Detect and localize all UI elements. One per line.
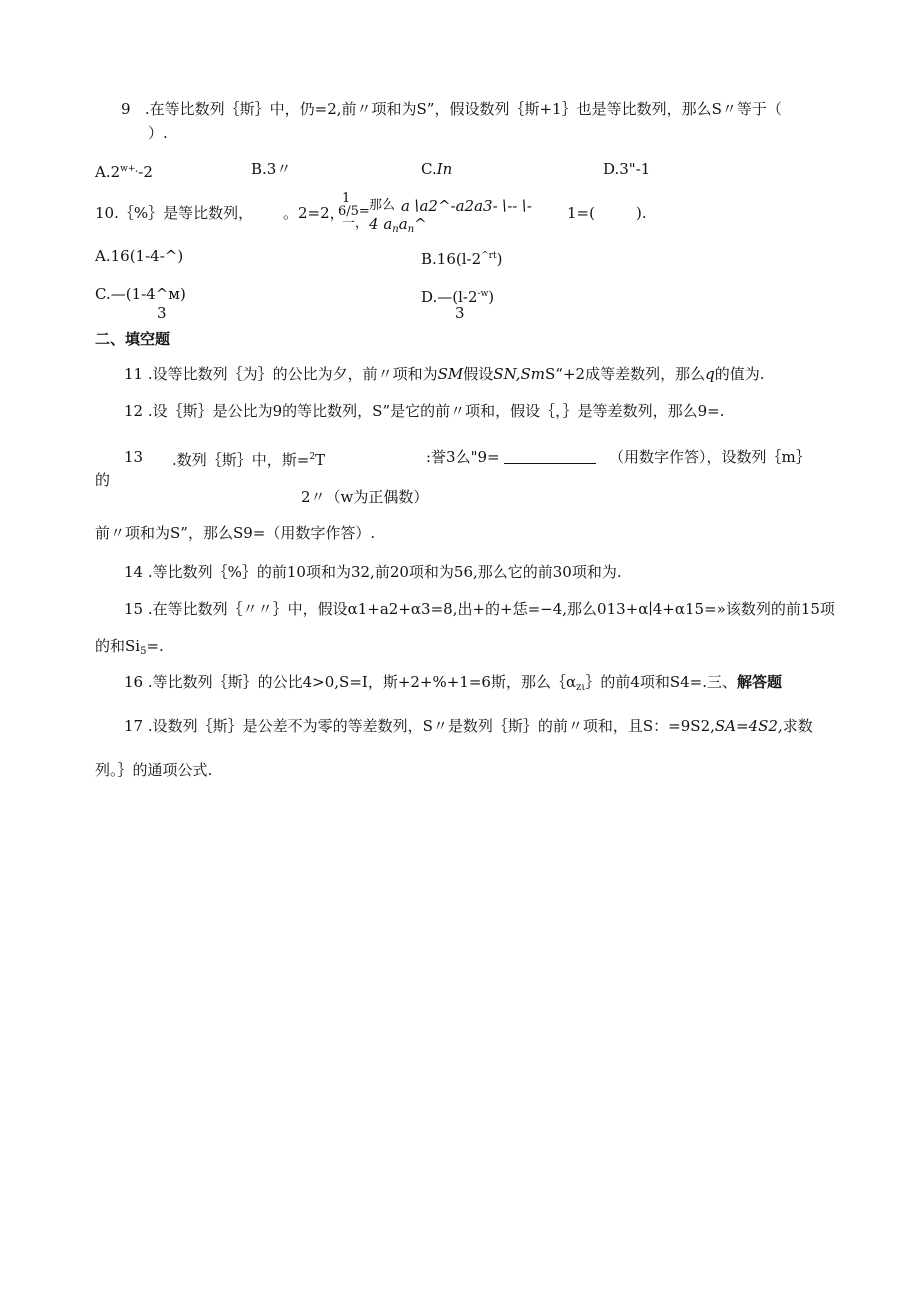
q13-number: 13 (124, 448, 144, 466)
q10-stem-a: 10.｛%｝是等比数列， (95, 204, 254, 222)
q13-stem: .数列｛斯｝中，斯=$^2$T (172, 451, 326, 469)
q10-option-d-denominator: 3 (455, 304, 465, 322)
q10-option-c: C.—(1-4^м) (95, 285, 186, 303)
q9-stem (121, 100, 782, 118)
q14: 14 .等比数列｛%｝的前10项和为32,前20项和为56,那么它的前30项和为. (124, 563, 622, 581)
q10-option-d: $D.—(l-2^{-w})$ (421, 288, 495, 306)
q9-option-a: $A.2^{w+,}-2$ (95, 163, 153, 181)
q15-line1: 15 .在等比数列｛〃〃｝中，假设α1+a2+α3=8,出+的+恁=−4,那么013+α∣4+α15=»该数列的前15项 (124, 600, 835, 618)
q9-option-c: C.In (421, 160, 453, 178)
q15-line2: 的和$Si_5=$. (95, 637, 164, 657)
q13-stem-mid: :誉3么"9= (426, 448, 596, 466)
q13-condition: 2〃（w为正偶数） (301, 488, 429, 506)
q9-text: .在等比数列｛斯｝中，仍=2,前〃项和为S”，假设数列｛斯+1｝也是等比数列，那么S〃等于（ (144, 100, 782, 118)
q10-equals: 1=( (567, 204, 595, 222)
q17-line2: 列。｝的通项公式. (95, 761, 213, 779)
q10-fraction-mid: 6/5= (338, 204, 370, 219)
q9-option-d: D.3"-1 (603, 160, 651, 178)
q9-stem-cont: ）. (148, 124, 168, 142)
q10-paren-close: ). (636, 204, 647, 222)
q10-expression: a∖a2^-a2a3-∖--∖- (401, 197, 532, 215)
q10-under-dash: 一， (342, 216, 369, 231)
q11: 11 .设等比数列｛为｝的公比为夕，前〃项和为SM假设SN,SmS“+2成等差数列，那么q的值为. (124, 365, 765, 383)
q17-line1: 17 .设数列｛斯｝是公差不为零的等差数列，S〃是数列｛斯｝的前〃项和，且S：=9S2,SA=4S2,求数 (124, 717, 813, 735)
q10-option-b: $B.16(l-2^{\^{}rt})$ (421, 250, 503, 268)
q10-under-expression: 4 $a_na_n\^{}$ (369, 215, 427, 235)
q9-number: 9 (121, 100, 131, 118)
q10-then: 那么 (369, 198, 396, 213)
section-heading-fill-in: 二、填空题 (95, 330, 171, 348)
q12: 12 .设｛斯｝是公比为9的等比数列，S”是它的前〃项和，假设｛，｝是等差数列，那么9=. (124, 402, 725, 420)
q13-wrap: 的 (95, 471, 111, 489)
q10-fraction-top: 1 (342, 191, 351, 206)
q13-line2: 前〃项和为S”，那么S9=（用数字作答）. (95, 524, 376, 542)
q16: 16 .等比数列｛斯｝的公比4>0,S=I，斯+2+%+1=6斯，那么$\{\alpha_{z\iota}\}$的前4项和S4=.三、解答题 (124, 673, 783, 693)
q13-stem-after: （用数字作答），设数列｛m｝ (609, 448, 811, 466)
q10-option-c-denominator: 3 (157, 304, 167, 322)
q10-option-a: A.16(1-4-^) (95, 247, 184, 265)
q10-stem-b: 。2=2， (283, 204, 345, 222)
section-heading-answer: 解答题 (737, 673, 783, 691)
q9-option-b: B.3〃 (251, 160, 292, 178)
q13-answer-blank (504, 449, 596, 464)
